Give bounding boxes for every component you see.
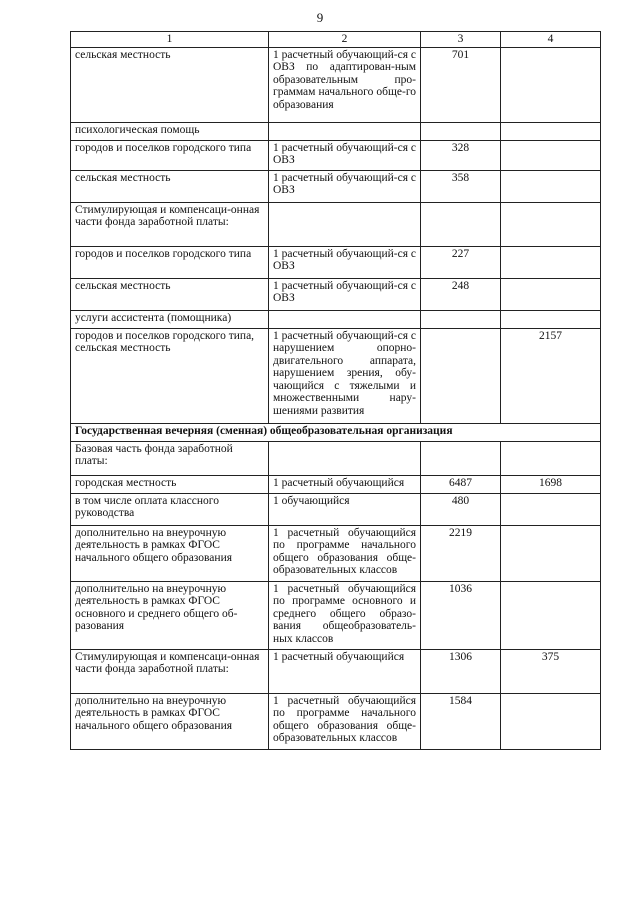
row-value-4 (501, 581, 601, 649)
section-header-row (71, 423, 601, 441)
row-value-3: 480 (421, 493, 501, 525)
row-value-3 (421, 441, 501, 475)
table-row (71, 693, 601, 749)
row-value-4 (501, 441, 601, 475)
row-value-3: 358 (421, 170, 501, 202)
row-unit: 1 расчетный обучающийся по программе начального общего образования обще-образовательных классов (269, 693, 421, 749)
row-value-3 (421, 122, 501, 140)
row-label: городская местность (71, 475, 269, 493)
row-value-4 (501, 493, 601, 525)
column-number: 1 (71, 32, 269, 48)
column-number: 4 (501, 32, 601, 48)
row-unit: 1 расчетный обучающийся по программе начального общего образования обще-образовательных классов (269, 525, 421, 581)
row-value-3: 2219 (421, 525, 501, 581)
row-value-4 (501, 278, 601, 310)
row-label: дополнительно на внеурочную деятельность в рамках ФГОС начального общего образования (71, 525, 269, 581)
row-value-3: 1584 (421, 693, 501, 749)
row-label: дополнительно на внеурочную деятельность в рамках ФГОС начального общего образования (71, 693, 269, 749)
row-label: сельская местность (71, 170, 269, 202)
row-unit: 1 расчетный обучающийся по программе основного и среднего общего образо-вания общеобразователь-ных классов (269, 581, 421, 649)
row-label: городов и поселков городского типа, сельская местность (71, 328, 269, 423)
row-unit: 1 расчетный обучающий-ся с ОВЗ (269, 246, 421, 278)
row-value-4 (501, 122, 601, 140)
column-number: 3 (421, 32, 501, 48)
table-row (71, 122, 601, 140)
row-unit (269, 441, 421, 475)
table-row (71, 278, 601, 310)
row-value-3: 6487 (421, 475, 501, 493)
table-row (71, 310, 601, 328)
row-label: Стимулирующая и компенсаци-онная части фонда заработной платы: (71, 202, 269, 246)
table-row (71, 202, 601, 246)
table-row (71, 246, 601, 278)
row-unit (269, 122, 421, 140)
row-unit: 1 расчетный обучающий-ся с ОВЗ по адаптирован-ным образовательным про-граммам начального обще-го образования (269, 47, 421, 122)
row-unit (269, 202, 421, 246)
table-row (71, 328, 601, 423)
row-label: Стимулирующая и компенсаци-онная части фонда заработной платы: (71, 649, 269, 693)
row-label: городов и поселков городского типа (71, 140, 269, 170)
table-row (71, 47, 601, 122)
row-unit (269, 310, 421, 328)
table-row (71, 493, 601, 525)
row-value-4 (501, 693, 601, 749)
column-number-row (71, 32, 601, 48)
row-unit: 1 обучающийся (269, 493, 421, 525)
row-value-3: 227 (421, 246, 501, 278)
row-value-3 (421, 202, 501, 246)
row-label: сельская местность (71, 47, 269, 122)
column-number: 2 (269, 32, 421, 48)
table-body (71, 32, 601, 750)
row-label: в том числе оплата классного руководства (71, 493, 269, 525)
row-unit: 1 расчетный обучающий-ся с нарушением опорно-двигательного аппарата, нарушением зрения, обу-чающийся с тяжелыми и множественными нару-шениями развития (269, 328, 421, 423)
row-value-3 (421, 328, 501, 423)
row-unit: 1 расчетный обучающий-ся с ОВЗ (269, 278, 421, 310)
table-row (71, 140, 601, 170)
table-row (71, 170, 601, 202)
row-value-3: 248 (421, 278, 501, 310)
row-label: сельская местность (71, 278, 269, 310)
row-value-4: 375 (501, 649, 601, 693)
row-value-4 (501, 47, 601, 122)
page-number: 9 (316, 10, 324, 25)
row-unit: 1 расчетный обучающий-ся с ОВЗ (269, 170, 421, 202)
row-value-3: 1036 (421, 581, 501, 649)
row-value-3: 701 (421, 47, 501, 122)
table-row (71, 649, 601, 693)
row-value-4 (501, 140, 601, 170)
row-unit: 1 расчетный обучающийся (269, 649, 421, 693)
row-unit: 1 расчетный обучающийся (269, 475, 421, 493)
row-value-4 (501, 202, 601, 246)
row-label: дополнительно на внеурочную деятельность в рамках ФГОС основного и среднего общего об-разования (71, 581, 269, 649)
row-value-3: 1306 (421, 649, 501, 693)
row-label: услуги ассистента (помощника) (71, 310, 269, 328)
tariff-table (70, 31, 601, 750)
row-label: городов и поселков городского типа (71, 246, 269, 278)
row-value-3 (421, 310, 501, 328)
table-row (71, 581, 601, 649)
row-label: психологическая помощь (71, 122, 269, 140)
row-value-4: 1698 (501, 475, 601, 493)
row-value-4 (501, 170, 601, 202)
section-title: Государственная вечерняя (сменная) общеобразовательная организация (71, 423, 601, 441)
table-row (71, 441, 601, 475)
row-label: Базовая часть фонда заработной платы: (71, 441, 269, 475)
table-row (71, 475, 601, 493)
row-value-4 (501, 310, 601, 328)
row-value-4 (501, 525, 601, 581)
row-value-4: 2157 (501, 328, 601, 423)
row-value-4 (501, 246, 601, 278)
row-value-3: 328 (421, 140, 501, 170)
table-row (71, 525, 601, 581)
row-unit: 1 расчетный обучающий-ся с ОВЗ (269, 140, 421, 170)
